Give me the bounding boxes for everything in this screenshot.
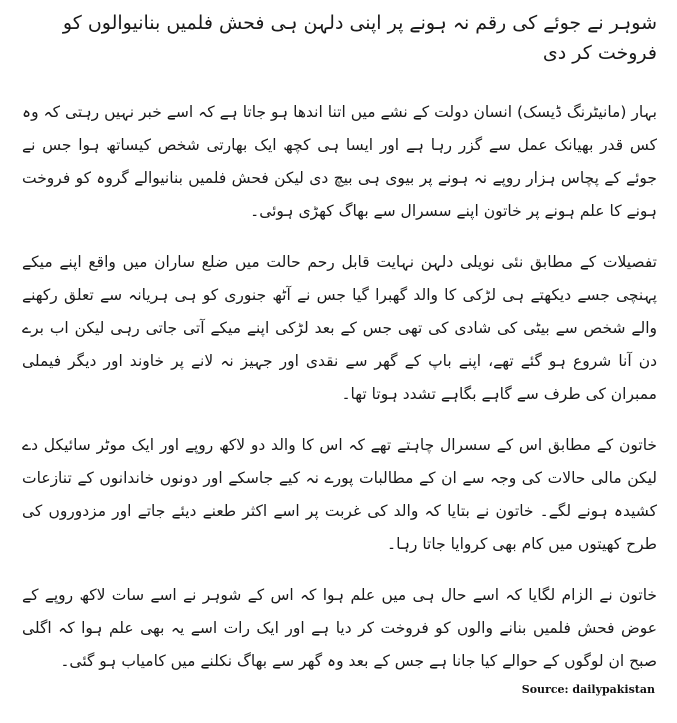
source-credit: Source: dailypakistan [521, 683, 655, 696]
article-paragraph-3: خاتون کے مطابق اس کے سسرال چاہتے تھے کہ اس کا والد دو لاکھ روپے اور ایک موٹر سائیکل دے لیکن مالی حالات کی وجہ سے ان کے مطالبات پورے نہ کیے جاسکے اور دونوں خاندانوں کے تنازعات کشیدہ ہونے لگے۔ خاتون نے بتایا کہ والد کی غربت پر اسے اکثر طعنے دیئے جاتے اور مزدوروں کی طرح کھیتوں میں کام بھی کروایا جاتا رہا۔ [22, 436, 657, 553]
article-headline: شوہر نے جوئے کی رقم نہ ہونے پر اپنی دلہن ہی فحش فلمیں بنانیوالوں کو فروخت کر دی [62, 12, 657, 64]
article-paragraph-1: بہار (مانیٹرنگ ڈیسک) انسان دولت کے نشے میں اتنا اندھا ہو جاتا ہے کہ اسے خبر نہیں رہتی کہ وہ کس قدر بھیانک عمل سے گزر رہا ہے اور ایسا ہی کچھ ایک بھارتی شخص کیساتھ ہوا جس نے جوئے کے پچاس ہزار روپے نہ ہونے پر بیوی ہی بیچ دی لیکن فحش فلمیں بنانیوالے گروہ کو فروخت ہونے کا علم ہونے پر خاتون اپنے سسرال سے بھاگ کھڑی ہوئی۔ [22, 103, 657, 220]
news-article [22, 8, 657, 696]
article-paragraph-2: تفصیلات کے مطابق نئی نویلی دلہن نہایت قابل رحم حالت میں ضلع ساران میں واقع اپنے میکے پہنچی جسے دیکھتے ہی لڑکی کا والد گھبرا گیا جس نے آٹھ جنوری کو ہی ہریانہ سے تعلق رکھنے والے شخص سے بیٹی کی شادی کی تھی جس کے بعد لڑکی اپنے میکے آتی جاتی رہی لیکن اب برے دن آنا شروع ہو گئے تھے، اپنے باپ کے گھر سے نقدی اور جہیز نہ لانے پر خاوند اور دیگر فیملی ممبران کی طرف سے گاہے بگاہے تشدد ہوتا تھا۔ [22, 253, 657, 403]
article-paragraph-4: خاتون نے الزام لگایا کہ اسے حال ہی میں علم ہوا کہ اس کے شوہر نے اسے سات لاکھ روپے کے عوض فحش فلمیں بنانے والوں کو فروخت کر دیا ہے اور ایک رات اسے یہ بھی علم ہوا کہ اگلی صبح ان لوگوں کے حوالے کیا جانا ہے جس کے بعد وہ گھر سے بھاگ نکلنے میں کامیاب ہو گئی۔ [22, 586, 657, 670]
